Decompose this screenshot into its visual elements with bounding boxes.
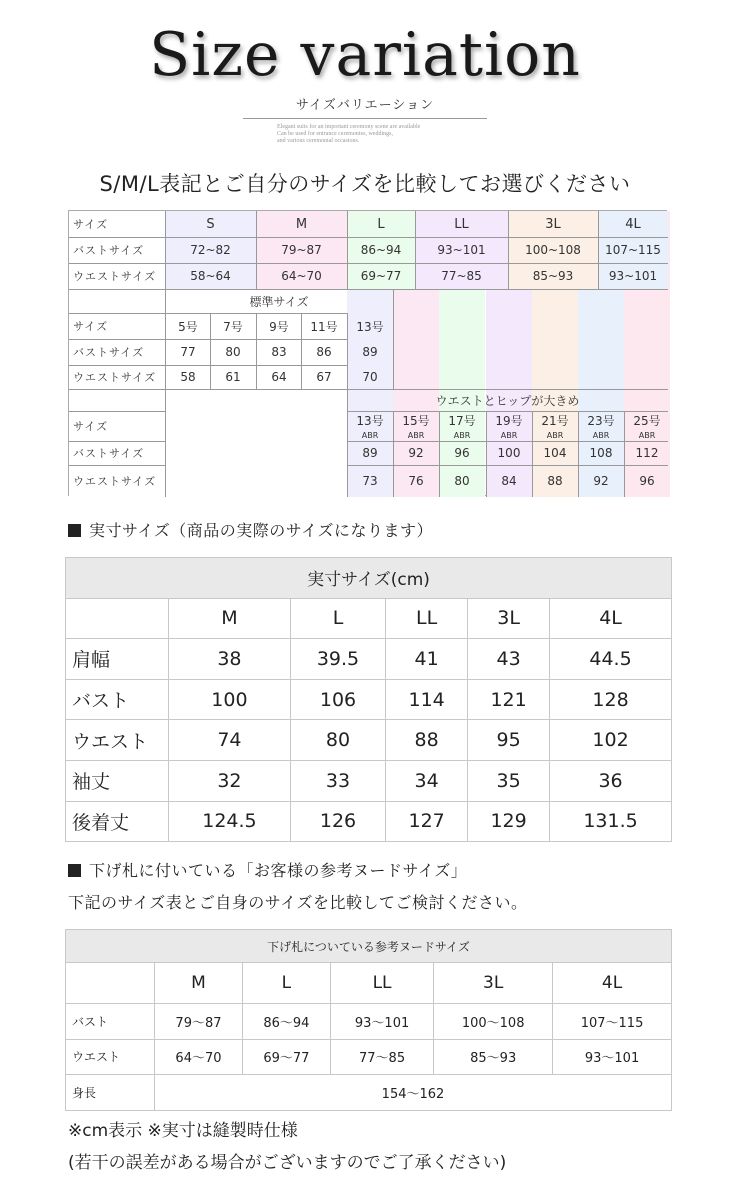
table-cell: 64～70 [155,1039,243,1075]
size-header: 19号 [495,413,523,428]
size-header: M [295,216,308,232]
table-cell: 80 [454,474,470,488]
table-cell: 88 [547,474,563,488]
size-header: 13号 [356,319,384,334]
nude-size-heading-text: 下げ札に付いている「お客様の参考ヌードサイズ」 [89,861,468,880]
table-cell: 121 [468,679,550,720]
tagline-line: Can be used for entrance ceremonies, weddings, [277,131,393,137]
table-cell: 128 [550,679,672,720]
table-cell: 108 [589,446,613,460]
row-label: ウエスト [66,720,169,761]
table-cell: 67 [316,370,332,384]
row-label: ウエストサイズ [73,475,157,488]
table-cell: 92 [408,446,424,460]
table-corner [66,598,169,639]
table-cell: 36 [550,760,672,801]
size-header: 3L [545,216,561,232]
table-cell: 83 [271,345,287,359]
table-cell: 86~94 [360,243,402,257]
abr-suffix: ABR [361,430,379,440]
column-header: LL [386,598,468,639]
table-cell: 77～85 [330,1039,433,1075]
table-cell: 69～77 [242,1039,330,1075]
grid-line [393,289,394,389]
column-header: M [155,963,243,1004]
table-cell: 126 [290,801,385,842]
table-row [66,720,672,761]
page-header [0,18,730,113]
table-cell: 69~77 [360,269,402,283]
column-header: L [290,598,385,639]
table-cell: 33 [290,760,385,801]
tagline-line: Elegant suits for an important ceremony scene are available [277,124,421,130]
table-cell: 100～108 [434,1004,553,1040]
table-cell: 44.5 [550,639,672,680]
row-label: ウエスト [66,1039,155,1075]
actual-size-heading [68,518,433,541]
table-cell: 100~108 [525,243,581,257]
table-cell: 76 [408,474,424,488]
table-cell: 100 [497,446,521,460]
table-cell: 88 [386,720,468,761]
size-header: 21号 [541,413,569,428]
table-cell: 95 [468,720,550,761]
row-label: サイズ [73,218,109,231]
row-label: ウエストサイズ [73,270,157,283]
square-bullet-icon [68,864,81,877]
row-label: 後着丈 [66,801,169,842]
size-header: 4L [625,216,641,232]
table-cell: 77 [180,345,196,359]
row-label: バスト [66,1004,155,1040]
standard-size-title: 標準サイズ [249,294,309,309]
note-line: ※cm表示 ※実寸は縫製時仕様 [68,1121,298,1141]
table-cell: 74 [169,720,291,761]
table-caption: 実寸サイズ(cm) [66,558,672,599]
row-label: 袖丈 [66,760,169,801]
table-cell: 92 [593,474,609,488]
table-row [66,1039,672,1075]
row-label: サイズ [73,320,109,333]
table-cell: 80 [225,345,241,359]
table-cell: 32 [169,760,291,801]
size-header: 13号 [356,413,384,428]
row-label: サイズ [73,420,109,433]
column-header: 4L [550,598,672,639]
table-cell: 86 [316,345,332,359]
table-cell: 64 [271,370,287,384]
table-cell: 93~101 [437,243,486,257]
nude-size-table [65,929,672,1111]
table-cell: 124.5 [169,801,291,842]
table-cell: 129 [468,801,550,842]
abr-suffix: ABR [453,430,471,440]
table-cell: 89 [362,345,378,359]
table-cell: 127 [386,801,468,842]
size-header: S [206,216,215,232]
size-header: 17号 [448,413,476,428]
row-label: バストサイズ [73,447,145,460]
page-title: Size variation [149,20,581,90]
table-cell: 131.5 [550,801,672,842]
table-row [66,679,672,720]
row-label: バストサイズ [73,346,145,359]
size-header: 15号 [402,413,430,428]
table-cell: 93～101 [330,1004,433,1040]
size-header: 9号 [269,319,289,334]
row-label: 肩幅 [66,639,169,680]
abr-suffix: ABR [500,430,518,440]
abr-suffix: ABR [407,430,425,440]
table-cell: 112 [635,446,659,460]
square-bullet-icon [68,524,81,537]
size-header: L [377,216,385,232]
table-cell: 38 [169,639,291,680]
table-cell: 72~82 [190,243,231,257]
page-subtitle: サイズバリエーション [295,98,435,113]
actual-size-table [65,557,672,842]
table-cell: 61 [225,370,241,384]
table-cell: 77~85 [441,269,482,283]
abr-size-title: ウエストとヒップが大きめ [435,393,580,408]
table-cell: 84 [501,474,517,488]
column-header: 4L [553,963,672,1004]
header-divider [243,118,487,119]
table-cell: 114 [386,679,468,720]
table-cell: 80 [290,720,385,761]
row-label: 身長 [66,1075,155,1111]
table-cell: 79~87 [281,243,322,257]
column-header: 3L [434,963,553,1004]
table-row [66,801,672,842]
table-cell: 89 [362,446,378,460]
table-cell: 96 [454,446,470,460]
nude-size-instruction: 下記のサイズ表とご自身のサイズを比較してご検討ください。 [68,893,528,912]
size-header: 7号 [223,319,243,334]
table-cell: 107～115 [553,1004,672,1040]
table-cell: 70 [362,370,378,384]
column-header: M [169,598,291,639]
table-cell: 102 [550,720,672,761]
size-header: 5号 [178,319,198,334]
table-cell: 35 [468,760,550,801]
table-cell: 73 [362,474,378,488]
abr-suffix: ABR [546,430,564,440]
lead-text: S/M/L表記とご自分のサイズを比較してお選びください [99,172,631,196]
column-header: L [242,963,330,1004]
table-cell: 58 [180,370,196,384]
table-cell: 106 [290,679,385,720]
note-line: (若干の誤差がある場合がございますのでご了承ください) [68,1153,507,1173]
actual-size-heading-text: 実寸サイズ（商品の実際のサイズになります） [89,521,433,540]
tagline-line: and various ceremonial occasions. [277,138,360,144]
table-cell: 64~70 [281,269,322,283]
table-cell: 93～101 [553,1039,672,1075]
table-cell: 85~93 [532,269,574,283]
table-cell: 41 [386,639,468,680]
table-cell: 43 [468,639,550,680]
column-header: LL [330,963,433,1004]
table-cell: 104 [543,446,567,460]
table-cell: 107~115 [605,243,661,257]
row-label: バスト [66,679,169,720]
row-label: バストサイズ [73,244,145,257]
table-cell: 154～162 [155,1075,672,1111]
table-cell: 58~64 [190,269,231,283]
size-header: 11号 [310,319,338,334]
nude-size-heading [68,858,467,881]
table-cell: 85～93 [434,1039,553,1075]
table-cell: 39.5 [290,639,385,680]
table-cell: 93~101 [608,269,658,283]
table-caption: 下げ札についている参考ヌードサイズ [66,930,672,963]
table-cell: 79～87 [155,1004,243,1040]
table-cell: 34 [386,760,468,801]
table-cell: 86～94 [242,1004,330,1040]
table-cell: 100 [169,679,291,720]
size-header: 23号 [587,413,615,428]
header-tagline [277,124,420,145]
table-row [66,1004,672,1040]
abr-suffix: ABR [592,430,610,440]
table-row [66,1075,672,1111]
abr-suffix: ABR [638,430,656,440]
table-row [66,639,672,680]
table-cell: 96 [639,474,655,488]
column-header: 3L [468,598,550,639]
size-header: LL [454,216,469,232]
size-comparison-table [68,210,667,496]
row-label: ウエストサイズ [73,371,157,384]
table-corner [66,963,155,1004]
size-header: 25号 [633,413,661,428]
table-row [66,760,672,801]
